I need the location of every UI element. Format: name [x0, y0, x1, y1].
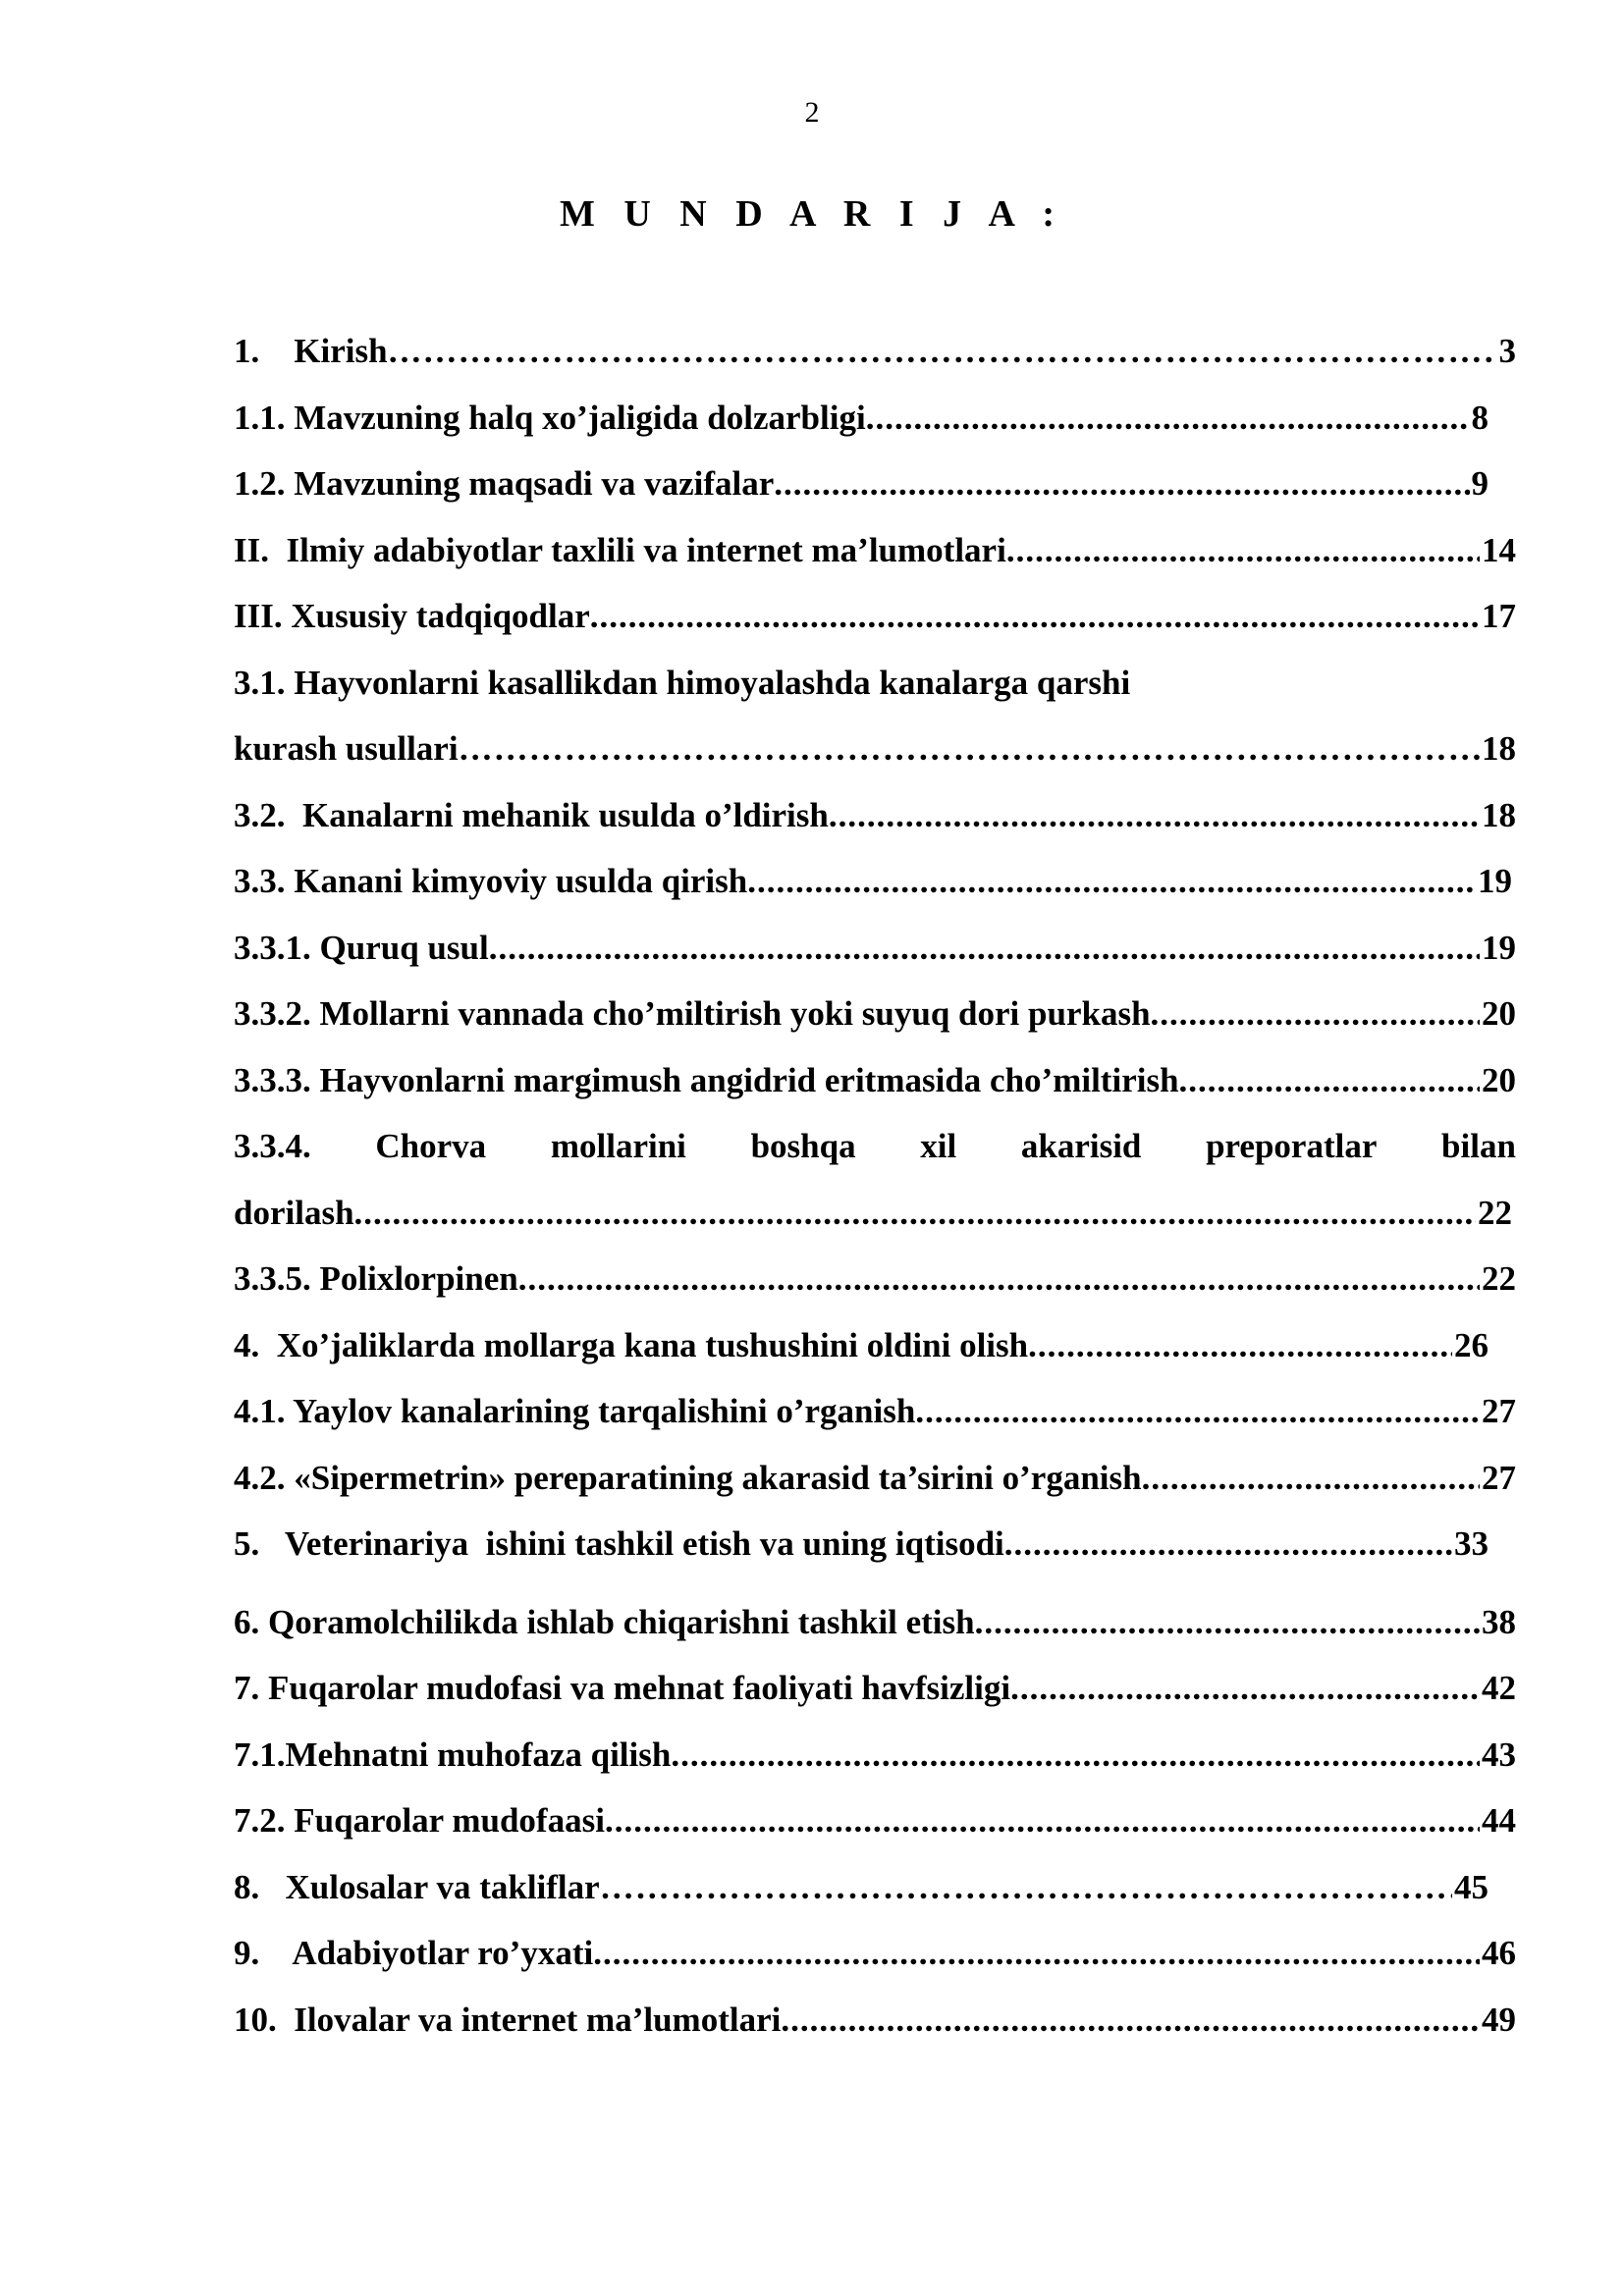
dot-leader [1006, 517, 1480, 584]
dot-leader [354, 1180, 1476, 1247]
toc-entry-page: 38 [1482, 1602, 1516, 1641]
toc-entry-label: kurash usullari [234, 729, 459, 768]
toc-entry-label: 1.1. Mavzuning halq xo’jaligida dolzarbligi [234, 398, 866, 437]
toc-entry [234, 1511, 1516, 1577]
toc-entry [234, 1246, 1516, 1312]
toc-entry [234, 1854, 1516, 1921]
toc-entry [234, 1047, 1516, 1114]
toc-entry [234, 1312, 1516, 1379]
toc-entry-label: 3.2. Kanalarni mehanik usulda o’ldirish [234, 795, 829, 834]
toc-entry-label: 3.3.1. Quruq usul [234, 928, 489, 967]
toc-entry [234, 385, 1516, 452]
toc-entry [234, 1378, 1516, 1445]
toc-entry [234, 1445, 1516, 1512]
toc-entry-page: 19 [1482, 928, 1516, 967]
toc-entry [234, 650, 1516, 717]
dot-leader [866, 385, 1470, 452]
toc-entry [234, 517, 1516, 584]
page-number: 2 [804, 96, 820, 129]
toc-entry [234, 716, 1516, 782]
toc-entry [234, 1920, 1516, 1987]
toc-entry [234, 1655, 1516, 1722]
toc-entry-page: 42 [1482, 1669, 1516, 1707]
toc-entry-page: 22 [1482, 1259, 1516, 1298]
dot-leader [1010, 1655, 1480, 1722]
toc-entry-page: 20 [1482, 1060, 1516, 1099]
toc-entry-page: 33 [1454, 1524, 1489, 1563]
toc-entry-label: 7.2. Fuqarolar mudofaasi [234, 1801, 605, 1840]
toc-entry-page: 17 [1482, 597, 1516, 635]
toc-entry [234, 318, 1516, 385]
toc-entry-label: 3.3.2. Mollarni vannada cho’miltirish yoki suyuq dori purkash [234, 994, 1151, 1033]
toc-entry-label: 3.1. Hayvonlarni kasallikdan himoyalashda kanalarga qarshi [234, 663, 1131, 702]
toc-entry-label: 3.3. Kanani kimyoviy usulda qirish [234, 862, 748, 900]
dot-leader [600, 1854, 1452, 1921]
toc-entry-label: 7. Fuqarolar mudofasi va mehnat faoliyati havfsizligi [234, 1669, 1011, 1707]
toc-entry-label: II. Ilmiy adabiyotlar taxlili va internet ma’lumotlari [234, 530, 1006, 569]
toc-entry [234, 1180, 1516, 1247]
toc-entry-label: 7.1.Mehnatni muhofaza qilish [234, 1735, 672, 1774]
toc-entry-label: 3.3.5. Polixlorpinen [234, 1259, 518, 1298]
toc-entry-page: 3 [1498, 332, 1516, 370]
dot-leader [593, 1920, 1480, 1987]
dot-leader [1028, 1312, 1452, 1379]
table-of-contents [234, 318, 1516, 2053]
toc-entry-page: 45 [1454, 1867, 1489, 1906]
toc-entry-label: 6. Qoramolchilikda ishlab chiqarishni tashkil etish [234, 1602, 975, 1641]
toc-entry-label: 10. Ilovalar va internet ma’lumotlari [234, 2000, 782, 2039]
toc-entry-page: 46 [1482, 1934, 1516, 1972]
dot-leader [590, 583, 1480, 650]
toc-entry [234, 1589, 1516, 1656]
dot-leader [388, 318, 1497, 385]
toc-entry-label: III. Xususiy tadqiqodlar [234, 597, 590, 635]
toc-entry [234, 451, 1516, 517]
dot-leader [671, 1722, 1480, 1789]
dot-leader [1004, 1511, 1452, 1577]
dot-leader [774, 451, 1469, 517]
toc-entry-label: dorilash [234, 1193, 354, 1232]
toc-entry-page: 18 [1482, 729, 1516, 768]
toc-entry-page: 44 [1482, 1801, 1516, 1840]
toc-entry-label: 1.2. Mavzuning maqsadi va vazifalar [234, 464, 775, 503]
dot-leader [1151, 981, 1480, 1047]
toc-entry-page: 18 [1482, 795, 1516, 834]
dot-leader [975, 1589, 1480, 1656]
toc-entry [234, 981, 1516, 1047]
page-title: M U N D A R I J A : [559, 193, 1065, 235]
toc-entry-label: 9. Adabiyotlar ro’yxati [234, 1934, 594, 1972]
toc-entry-page: 27 [1482, 1392, 1516, 1430]
toc-entry-page: 22 [1478, 1193, 1512, 1232]
dot-leader [1142, 1445, 1480, 1512]
dot-leader [781, 1987, 1480, 2054]
toc-entry [234, 848, 1516, 915]
toc-entry-label: 4.1. Yaylov kanalarining tarqalishini o’rganish [234, 1392, 916, 1430]
dot-leader [459, 716, 1480, 782]
toc-entry-page: 9 [1471, 464, 1489, 503]
toc-entry-label: 3.3.4. Chorva mollarini boshqa xil akarisid preporatlar bilan [234, 1127, 1516, 1165]
dot-leader [518, 1246, 1480, 1312]
toc-entry-page: 49 [1482, 2000, 1516, 2039]
dot-leader [915, 1378, 1480, 1445]
toc-entry [234, 1722, 1516, 1789]
toc-entry-page: 43 [1482, 1735, 1516, 1774]
dot-leader [747, 848, 1476, 915]
toc-entry [234, 782, 1516, 849]
toc-entry [234, 1788, 1516, 1854]
toc-entry [234, 915, 1516, 982]
toc-entry-page: 20 [1482, 994, 1516, 1033]
toc-entry-label: 1. Kirish [234, 332, 388, 370]
toc-entry [234, 583, 1516, 650]
dot-leader [605, 1788, 1480, 1854]
toc-entry [234, 1113, 1516, 1180]
dot-leader [1179, 1047, 1480, 1114]
toc-entry-label: 8. Xulosalar va takliflar [234, 1867, 600, 1906]
toc-entry-page: 8 [1471, 398, 1489, 437]
toc-entry-page: 19 [1478, 862, 1512, 900]
toc-entry-label: 3.3.3. Hayvonlarni margimush angidrid eritmasida cho’miltirish [234, 1060, 1179, 1099]
toc-entry-page: 14 [1482, 530, 1516, 569]
toc-entry-label: 5. Veterinariya ishini tashkil etish va uning iqtisodi [234, 1524, 1004, 1563]
toc-entry-page: 27 [1482, 1458, 1516, 1497]
toc-entry-label: 4. Xo’jaliklarda mollarga kana tushushini oldini olish [234, 1325, 1029, 1364]
toc-entry-page: 26 [1454, 1325, 1489, 1364]
dot-leader [829, 782, 1480, 849]
toc-entry-label: 4.2. «Sipermetrin» pereparatining akarasid ta’sirini o’rganish [234, 1458, 1142, 1497]
toc-entry [234, 1987, 1516, 2054]
dot-leader [489, 915, 1480, 982]
